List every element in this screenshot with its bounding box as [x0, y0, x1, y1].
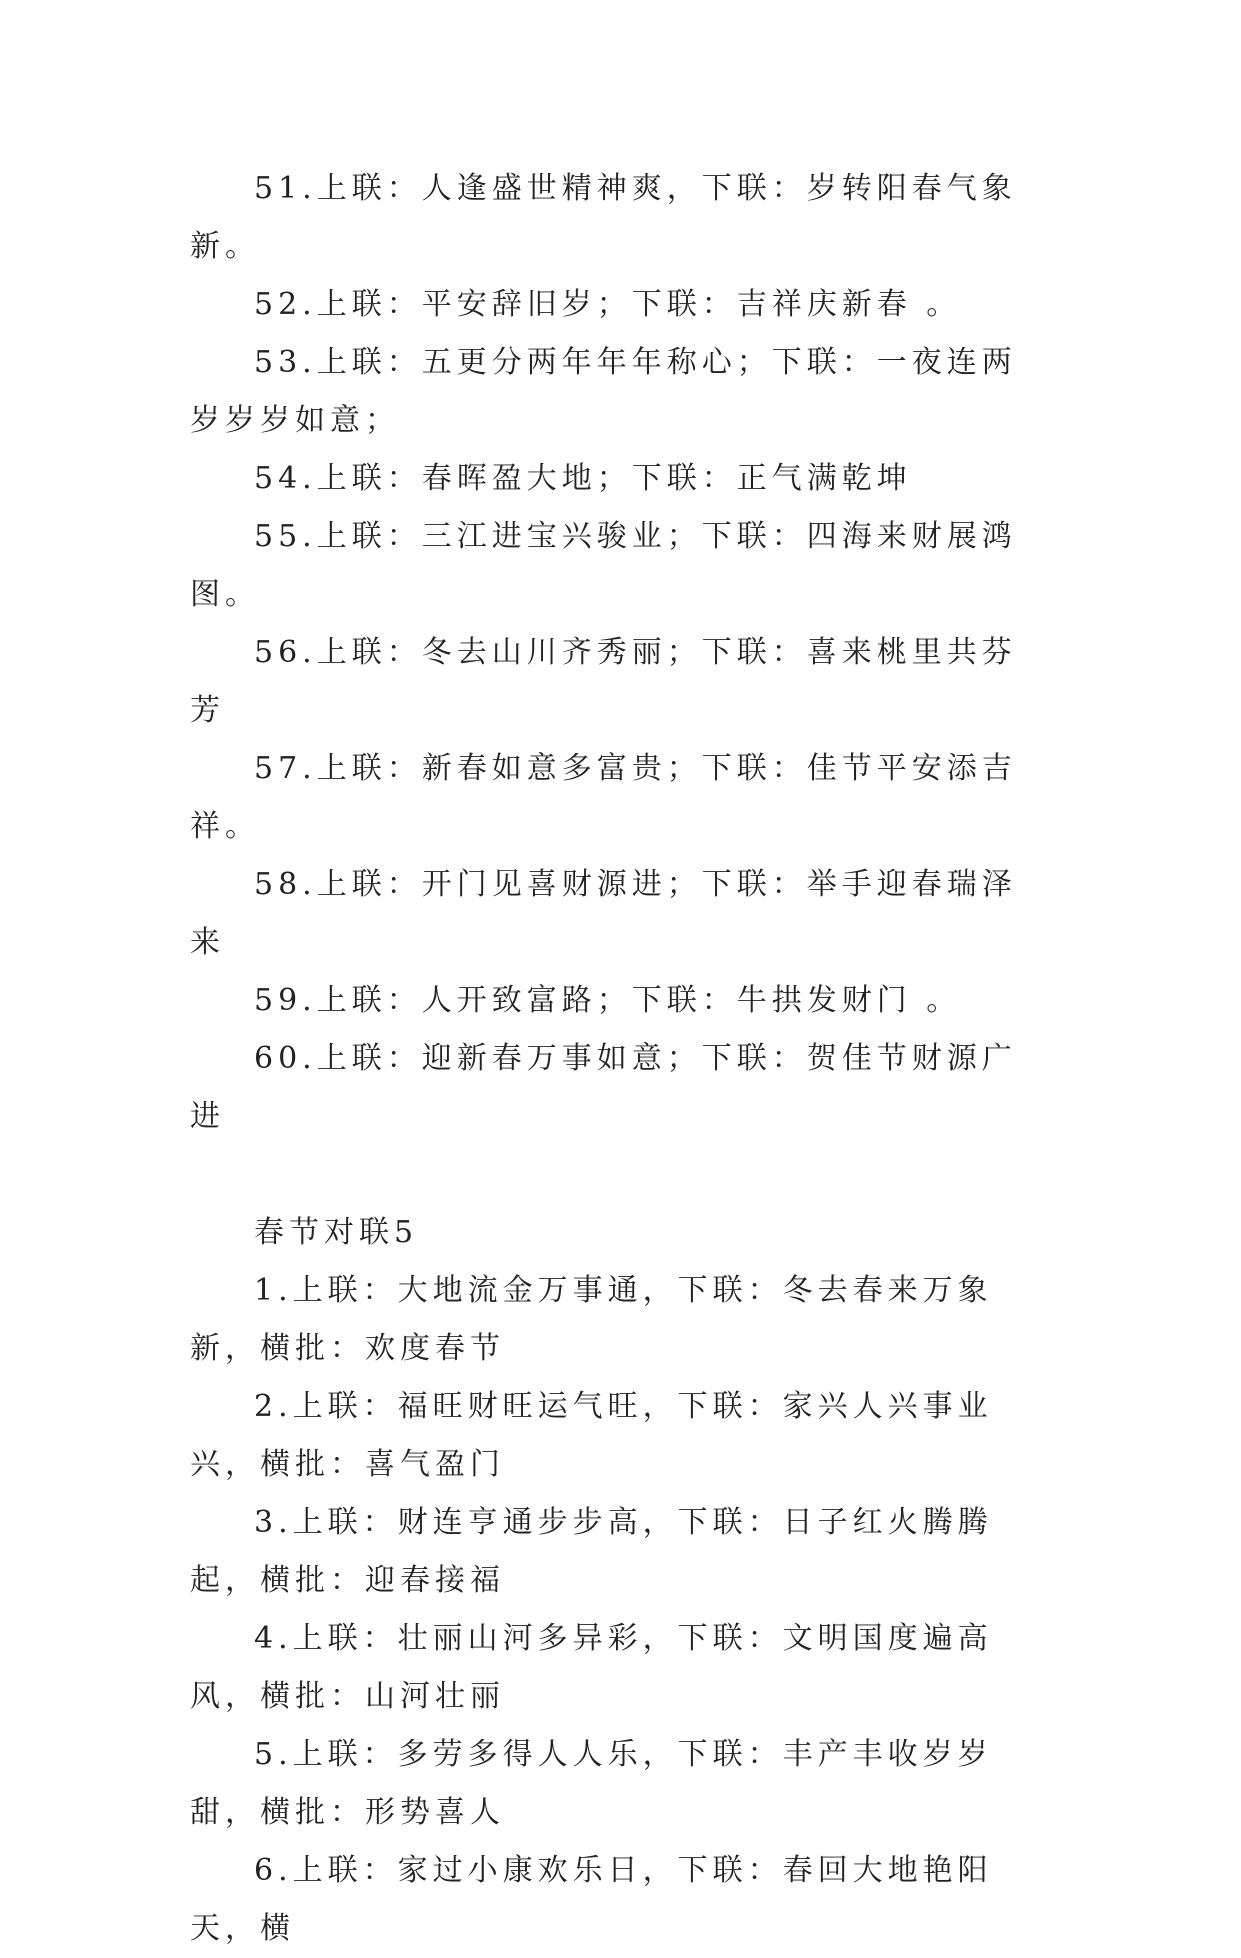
couplet-paragraph: 52.上联：平安辞旧岁；下联：吉祥庆新春 。 — [254, 287, 962, 322]
couplet-paragraph: 5.上联：多劳多得人人乐，下联：丰产丰收岁岁甜，横批：形势喜人 — [190, 1737, 993, 1830]
document-body — [190, 160, 1050, 1958]
blank-line — [190, 1146, 1050, 1204]
couplet-paragraph: 3.上联：财连亨通步步高，下联：日子红火腾腾起，横批：迎春接福 — [190, 1505, 993, 1598]
couplet-paragraph: 53.上联：五更分两年年年称心；下联：一夜连两岁岁岁如意； — [190, 345, 1017, 438]
couplet-paragraph: 58.上联：开门见喜财源进；下联：举手迎春瑞泽来 — [190, 867, 1017, 960]
couplet-paragraph: 2.上联：福旺财旺运气旺，下联：家兴人兴事业兴，横批：喜气盈门 — [190, 1389, 993, 1482]
couplet-paragraph: 55.上联：三江进宝兴骏业；下联：四海来财展鸿图。 — [190, 519, 1017, 612]
couplet-paragraph: 1.上联：大地流金万事通，下联：冬去春来万象新，横批：欢度春节 — [190, 1273, 993, 1366]
couplet-paragraph: 57.上联：新春如意多富贵；下联：佳节平安添吉祥。 — [190, 751, 1017, 844]
couplet-paragraph: 54.上联：春晖盈大地；下联：正气满乾坤 — [254, 461, 912, 496]
couplet-paragraph: 59.上联：人开致富路；下联：牛拱发财门 。 — [254, 983, 962, 1018]
couplet-paragraph: 51.上联：人逢盛世精神爽，下联：岁转阳春气象新。 — [190, 171, 1017, 264]
couplet-paragraph: 60.上联：迎新春万事如意；下联：贺佳节财源广进 — [190, 1041, 1017, 1134]
couplet-paragraph: 6.上联：家过小康欢乐日，下联：春回大地艳阳天，横 — [190, 1853, 993, 1946]
couplet-paragraph: 56.上联：冬去山川齐秀丽；下联：喜来桃里共芬芳 — [190, 635, 1017, 728]
section-heading: 春节对联5 — [254, 1215, 419, 1250]
couplet-paragraph: 4.上联：壮丽山河多异彩，下联：文明国度遍高风，横批：山河壮丽 — [190, 1621, 993, 1714]
